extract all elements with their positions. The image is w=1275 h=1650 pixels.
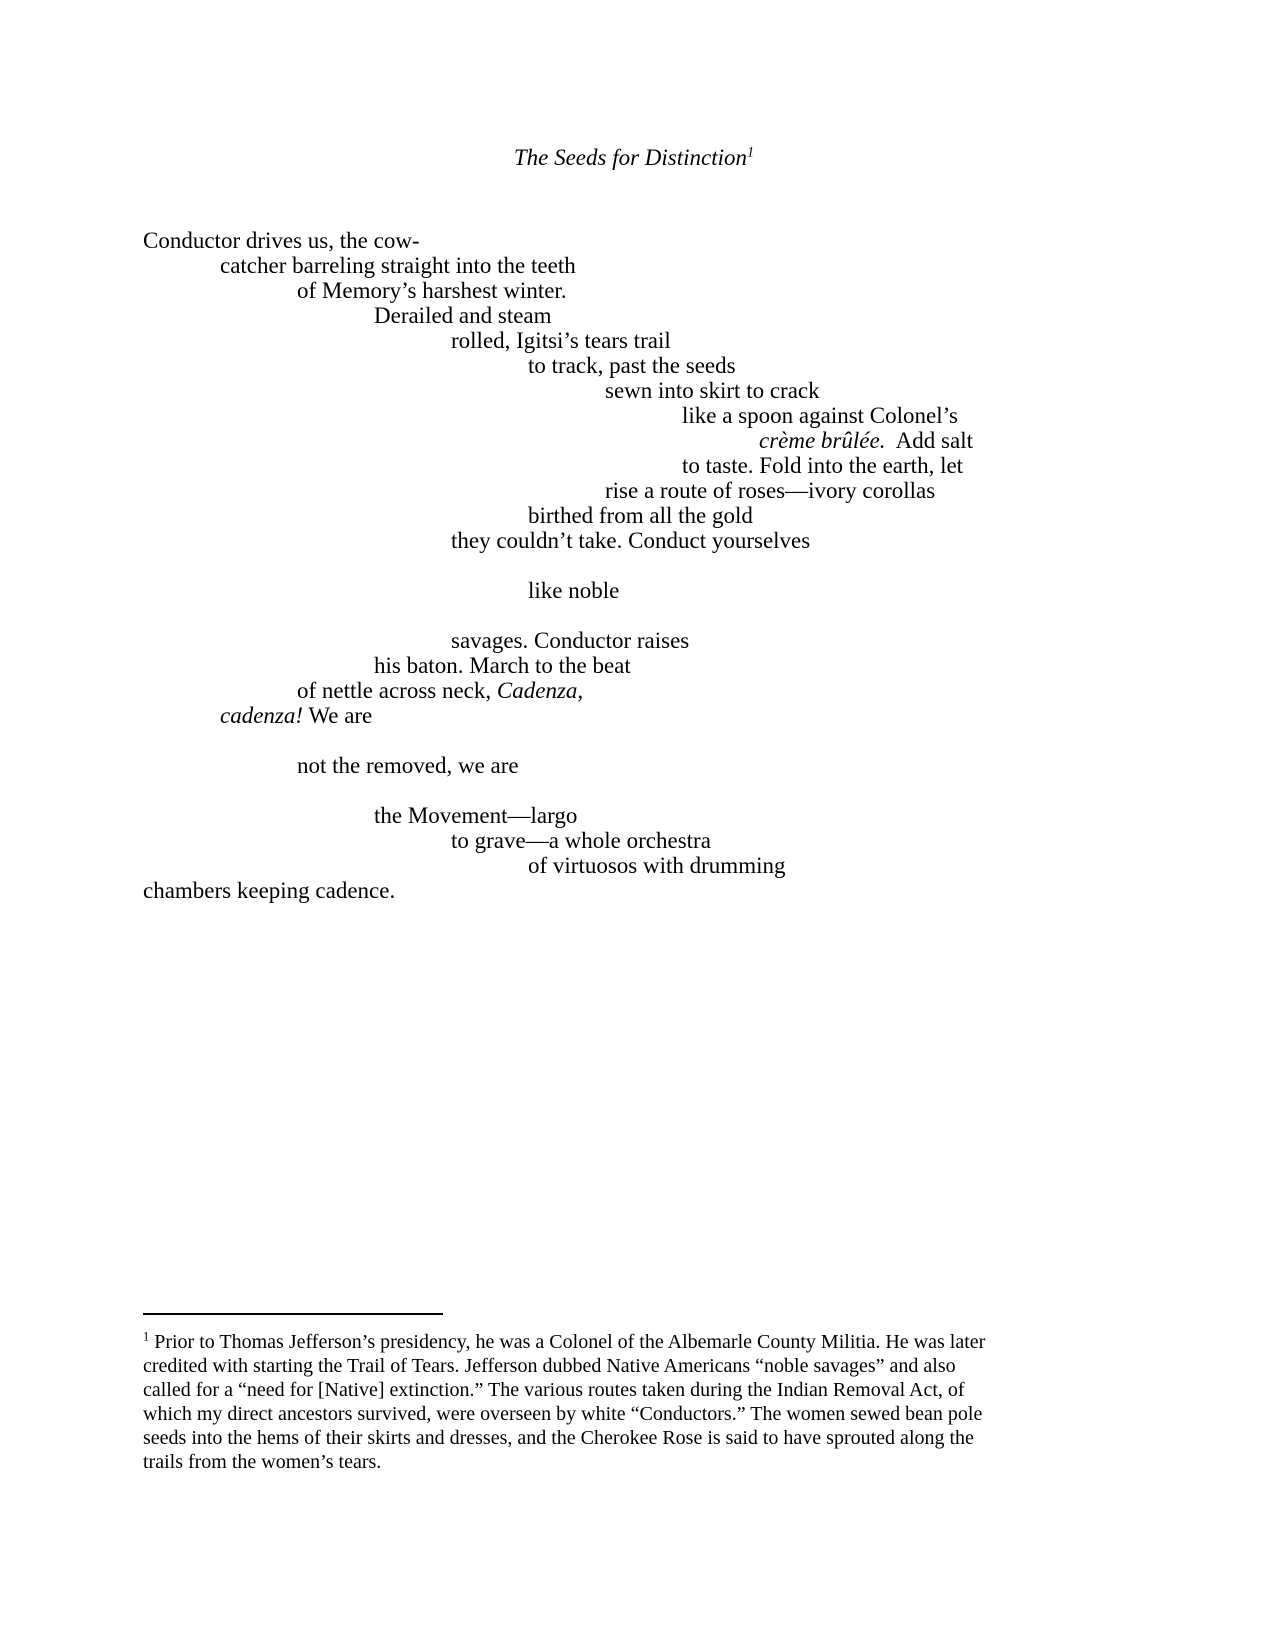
poem-segment: like a spoon against Colonel’s — [682, 403, 958, 428]
poem-line — [297, 678, 1125, 703]
poem-segment-italic: Cadenza, — [496, 678, 584, 703]
footnote-mark: 1 — [143, 1329, 150, 1344]
footnote-text — [143, 1330, 1128, 1474]
poem-segment: Derailed and steam — [374, 303, 552, 328]
poem-line — [297, 278, 1125, 303]
poem-segment: of nettle across neck, — [297, 678, 497, 703]
poem-segment: to grave—a whole orchestra — [451, 828, 711, 853]
footnote-line: credited with starting the Trail of Tears. Jefferson dubbed Native Americans “noble savages” and also — [143, 1355, 956, 1377]
poem-line — [528, 578, 1125, 603]
poem-segment: sewn into skirt to crack — [605, 378, 820, 403]
footnote-separator-rule — [143, 1313, 443, 1315]
poem-segment: rise a route of roses—ivory corollas — [605, 478, 936, 503]
poem-line — [220, 253, 1125, 278]
stanza-break — [143, 603, 1125, 628]
stanza-break — [143, 728, 1125, 753]
footnote-line: which my direct ancestors survived, were overseen by white “Conductors.” The women sewed bean pole — [143, 1403, 983, 1425]
poem-line — [143, 228, 1125, 253]
poem-line — [451, 828, 1125, 853]
poem-segment: not the removed, we are — [297, 753, 519, 778]
poem-line — [143, 878, 1125, 903]
poem-line — [528, 853, 1125, 878]
stanza-break — [143, 553, 1125, 578]
poem-segment: rolled, Igitsi’s tears trail — [451, 328, 671, 353]
poem-segment-italic: crème brûlée. — [759, 428, 886, 453]
poem-segment: of Memory’s harshest winter. — [297, 278, 567, 303]
poem-segment: to taste. Fold into the earth, let — [682, 453, 964, 478]
poem-line — [605, 478, 1125, 503]
poem-segment: Conductor drives us, the cow- — [143, 228, 420, 253]
poem-line — [528, 353, 1125, 378]
poem-line — [451, 628, 1125, 653]
stanza-break — [143, 778, 1125, 803]
footnote-line: trails from the women’s tears. — [143, 1451, 382, 1473]
poem-line — [297, 753, 1125, 778]
poem-segment: like noble — [528, 578, 620, 603]
poem-line — [220, 703, 1125, 728]
poem-line — [605, 378, 1125, 403]
poem-segment: the Movement—largo — [374, 803, 578, 828]
poem-segment: his baton. March to the beat — [374, 653, 631, 678]
poem-line — [374, 303, 1125, 328]
poem-segment: to track, past the seeds — [528, 353, 736, 378]
poem-segment: birthed from all the gold — [528, 503, 753, 528]
poem-line — [682, 403, 1125, 428]
poem-line — [374, 653, 1125, 678]
poem-segment: Add salt — [885, 428, 973, 453]
footnote — [143, 1313, 1128, 1474]
poem-line — [759, 428, 1125, 453]
poem-line — [451, 528, 1125, 553]
footnote-line: $^1$ Prior to Thomas Jefferson’s presidency, he was a Colonel of the Albemarle County Militia. He was later — [143, 1329, 986, 1353]
poem-segment-italic: cadenza! — [220, 703, 304, 728]
poem-segment: they couldn’t take. Conduct yourselves — [451, 528, 811, 553]
poem-line — [451, 328, 1125, 353]
poem-segment: catcher barreling straight into the teeth — [220, 253, 576, 278]
footnote-line: called for a “need for [Native] extinction.” The various routes taken during the Indian Removal Act, of — [143, 1379, 965, 1401]
poem-segment: We are — [303, 703, 373, 728]
poem-segment: chambers keeping cadence. — [143, 878, 396, 903]
poem-title-text: The Seeds for Distinction — [513, 145, 748, 170]
poem-segment: savages. Conductor raises — [451, 628, 690, 653]
poem-segment: of virtuosos with drumming — [528, 853, 786, 878]
poem-line — [528, 503, 1125, 528]
poem-line — [374, 803, 1125, 828]
footnote-line: seeds into the hems of their skirts and dresses, and the Cherokee Rose is said to have sprouted along the — [143, 1427, 974, 1449]
poem-title — [143, 145, 1125, 170]
title-footnote-ref: 1 — [747, 144, 755, 161]
poem — [143, 228, 1125, 903]
poem-line — [682, 453, 1125, 478]
